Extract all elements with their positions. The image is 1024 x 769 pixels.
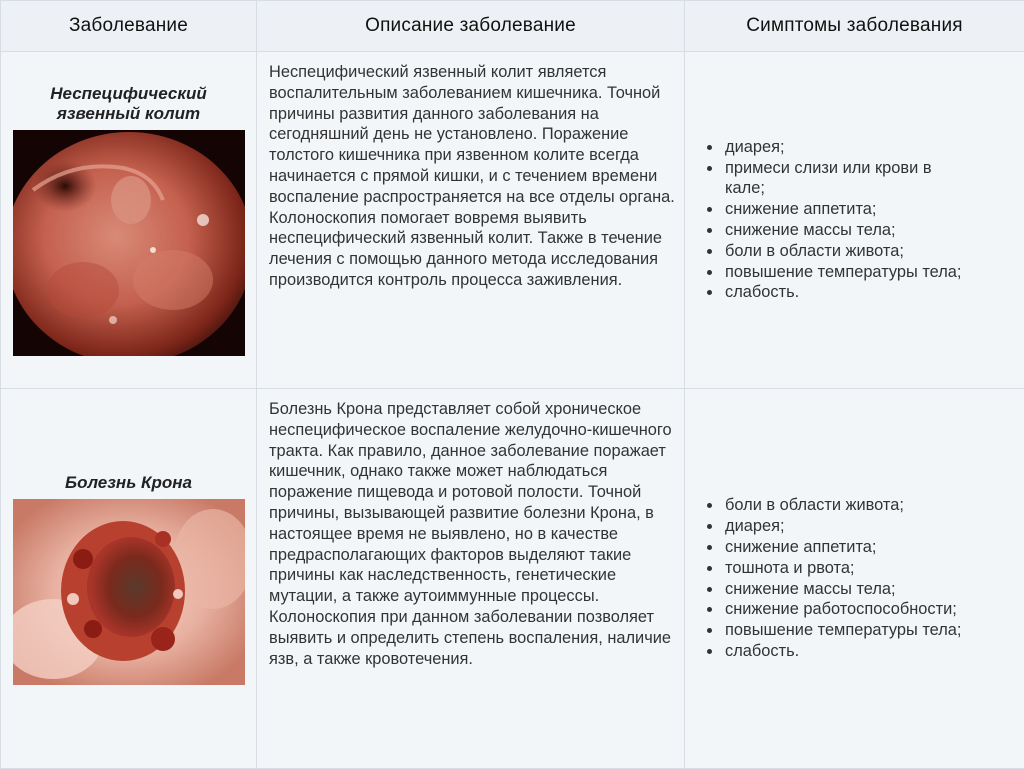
symptoms-list (685, 495, 1024, 661)
symptom-item: • снижение массы тела; (723, 220, 975, 241)
symptom-item: • снижение аппетита; (723, 199, 975, 220)
disease-description: Болезнь Крона представляет собой хроническое неспецифическое воспаление желудочно-кишечного тракта. Как правило, данное заболевание поражает кишечник, однако также может наблюдаться поражение пищевода и ротовой полости. Точной причины, вызывающей развитие болезни Крона, в настоящее время не выявлено, но в качестве предрасполагающих факторов выделяют такие причины как наследственность, генетические мутации, а также аутоиммунные процессы. Колоноскопия при данном заболевании позволяет выявить и определить степень воспаления, наличие язв, а также кровотечения. (257, 389, 685, 769)
disease-name-line2: язвенный колит (57, 104, 200, 123)
symptoms-cell (685, 389, 1024, 769)
symptom-item: • тошнота и рвота; (723, 558, 975, 579)
disease-name-line1: Болезнь Крона (65, 473, 192, 492)
symptom-item: • примеси слизи или крови в кале; (723, 158, 975, 200)
table-row-ulcerative-colitis (1, 52, 1024, 389)
disease-description: Неспецифический язвенный колит является воспалительным заболеванием кишечника. Точной причины развития данного заболевания на сегодняшний день не установлено. Поражение толстого кишечника при язвенном колите всегда начинается с прямой кишки, и с течением времени воспаление распространяется на все отделы органа. Колоноскопия помогает вовремя выявить неспецифический язвенный колит. Также в течение лечения с помощью данного метода исследования производится контроль процесса заживления. (257, 52, 685, 389)
disease-name-cell (1, 52, 257, 389)
header-symptoms: Симптомы заболевания (685, 1, 1024, 52)
symptom-item: • слабость. (723, 282, 975, 303)
symptoms-cell (685, 52, 1024, 389)
symptom-item: • боли в области живота; (723, 495, 975, 516)
header-disease: Заболевание (1, 1, 257, 52)
symptom-item: • боли в области живота; (723, 241, 975, 262)
header-row (1, 1, 1024, 52)
crohns-endoscopy-image (13, 499, 245, 685)
disease-name-cell (1, 389, 257, 769)
table-row-crohns-disease (1, 389, 1024, 769)
header-description: Описание заболевание (257, 1, 685, 52)
disease-name (14, 473, 244, 493)
symptom-item: • диарея; (723, 516, 975, 537)
symptom-item: • диарея; (723, 137, 975, 158)
symptom-item: • снижение массы тела; (723, 579, 975, 600)
disease-name-line1: Неспецифический (50, 84, 206, 103)
symptom-item: • снижение работоспособности; (723, 599, 975, 620)
symptom-item: • слабость. (723, 641, 975, 662)
symptom-item: • повышение температуры тела; (723, 262, 975, 283)
symptoms-list (685, 137, 1024, 303)
colitis-endoscopy-image (13, 130, 245, 356)
symptom-item: • повышение температуры тела; (723, 620, 975, 641)
disease-name (14, 84, 244, 124)
symptom-item: • снижение аппетита; (723, 537, 975, 558)
